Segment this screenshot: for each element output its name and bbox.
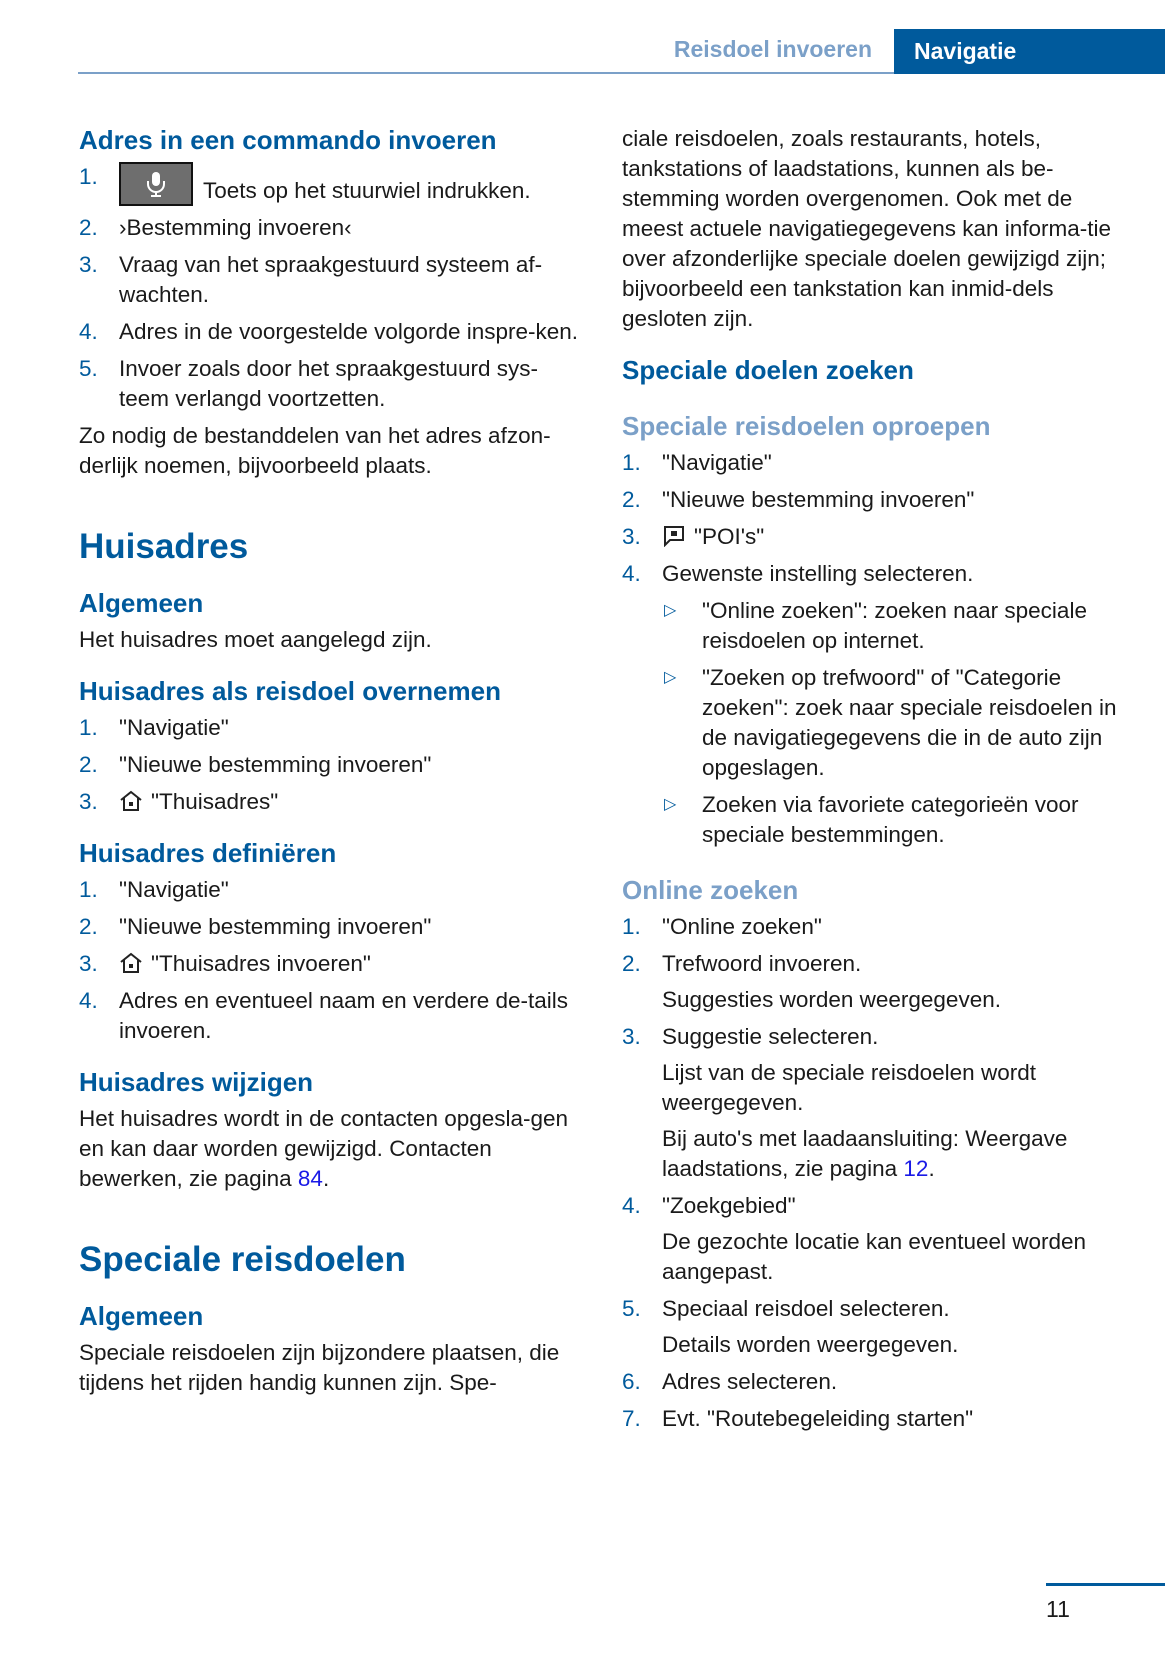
list-item [79,750,579,780]
step-number: 1. [622,450,641,475]
step-number: 4. [79,988,98,1013]
list-item [79,250,579,310]
subsection-heading: Huisadres als reisdoel overnemen [79,676,501,706]
text: Het huisadres moet aangelegd zijn. [79,627,432,652]
list-item [79,713,579,743]
step-number: 4. [622,561,641,586]
subsection-heading: Huisadres definiëren [79,838,337,868]
step-text: "POI's" [694,524,765,549]
triangle-bullet-icon: ▷ [664,796,677,813]
list-item [622,1191,1122,1287]
bullet-text: Zoeken via favoriete categorieën voor speciale bestemmingen. [702,792,1079,847]
step-text: "Online zoeken" [662,914,822,939]
step-number: 5. [622,1296,641,1321]
paragraph [79,625,579,655]
list-item [79,875,579,905]
list-item [622,1367,1122,1397]
step-number: 3. [79,252,98,277]
numbered-list [79,713,579,817]
step-text: Evt. "Routebegeleiding starten" [662,1406,974,1431]
text: . [928,1156,935,1181]
list-item [622,912,1122,942]
step-text: "Navigatie" [119,877,229,902]
step-number: 1. [79,164,98,189]
step-text: Gewenste instelling selecteren. [662,561,974,586]
step-text: Invoer zoals door het spraakgestuurd sys-teem verlangd voortzetten. [119,356,538,411]
subsection-heading: Algemeen [79,588,204,618]
left-column [79,124,579,1405]
step-note [662,1227,1122,1287]
subsection-heading: Speciale doelen zoeken [622,355,914,385]
list-item [622,949,1122,1015]
paragraph [79,1338,579,1398]
step-number: 7. [622,1406,641,1431]
step-text: Suggestie selecteren. [662,1024,879,1049]
step-number: 2. [622,951,641,976]
list-item [79,986,579,1046]
text: ciale reisdoelen, zoals restaurants, hotels, tankstations of laadstations, kunnen als be-stemming worden overgenomen. Ook met de meest actuele navigatiegegevens kan informa-tie over afzonderlijke speciale doelen gewijzigd zijn; bijvoorbeeld een tankstation kan inmid-dels gesloten zijn. [622,126,1112,331]
list-item [622,1022,1122,1184]
step-text: "Zoekgebied" [662,1193,796,1218]
right-column [622,124,1122,1441]
step-text: "Nieuwe bestemming invoeren" [119,752,432,777]
bullet-item [622,663,1122,783]
step-number: 2. [79,752,98,777]
header-section-title: Reisdoel invoeren [673,36,872,62]
numbered-list [79,875,579,1046]
list-item [622,559,1122,589]
step-text: Adres selecteren. [662,1369,838,1394]
page-number-divider [1046,1583,1165,1586]
text: . [322,1166,330,1191]
subsection-heading: Huisadres wijzigen [79,1067,314,1097]
text: Het huisadres wordt in de contacten opgesla-gen en kan daar worden gewijzigd. Contacten bewerken, zie pagina [79,1106,569,1191]
paragraph [622,124,1122,334]
list-item [622,522,1122,552]
text: Lijst van de speciale reisdoelen wordt weergegeven. [662,1060,1036,1115]
list-item [622,1404,1122,1434]
step-text: Toets op het stuurwiel indrukken. [203,178,531,203]
step-number: 4. [79,319,98,344]
step-number: 3. [79,789,98,814]
list-item [622,485,1122,515]
step-text: Adres in de voorgestelde volgorde inspre-ken. [119,319,579,344]
list-item [79,787,579,817]
subsection-heading: Adres in een commando invoeren [79,125,497,155]
header-chapter-tab: Navigatie [894,29,1165,74]
step-number: 6. [622,1369,641,1394]
step-text: "Navigatie" [662,450,772,475]
step-number: 2. [79,914,98,939]
page-link[interactable]: 12 [903,1156,929,1181]
bullet-text: "Zoeken op trefwoord" of "Categorie zoeken": zoek naar speciale reisdoelen in de navigatiegegevens die in de auto zijn opgeslagen. [702,665,1117,780]
step-text: "Thuisadres invoeren" [151,951,371,976]
paragraph [79,1104,579,1194]
step-number: 2. [622,487,641,512]
step-note [662,1124,1122,1184]
step-number: 1. [79,715,98,740]
step-number: 5. [79,356,98,381]
list-item [79,162,579,206]
page-link[interactable]: 84 [297,1166,323,1191]
step-text: "Thuisadres" [151,789,279,814]
text: Bij auto's met laadaansluiting: Weergave laadstations, zie pagina [662,1126,1068,1181]
step-note [662,985,1122,1015]
list-item [79,354,579,414]
text: Suggesties worden weergegeven. [662,987,1001,1012]
step-text: "Navigatie" [119,715,229,740]
subsection-heading: Speciale reisdoelen oproepen [622,411,991,441]
subsection-heading: Online zoeken [622,875,799,905]
text: Zo nodig de bestanddelen van het adres afzon-derlijk noemen, bijvoorbeeld plaats. [79,423,551,478]
step-number: 3. [622,524,641,549]
home-icon [119,790,143,812]
paragraph [79,421,579,481]
step-number: 3. [79,951,98,976]
text: Details worden weergegeven. [662,1332,959,1357]
list-item [79,949,579,979]
step-text: Adres en eventueel naam en verdere de-tails invoeren. [119,988,569,1043]
step-number: 3. [622,1024,641,1049]
header-divider [78,72,894,74]
home-icon [119,952,143,974]
bullet-item [622,790,1122,850]
numbered-list [79,162,579,414]
poi-icon [662,525,686,547]
step-text: "Nieuwe bestemming invoeren" [119,914,432,939]
step-text: ›Bestemming invoeren‹ [119,215,352,240]
step-text: Speciaal reisdoel selecteren. [662,1296,950,1321]
subsection-heading: Algemeen [79,1301,204,1331]
triangle-bullet-icon: ▷ [664,602,677,619]
list-item [622,1294,1122,1360]
page-number: 11 [1046,1596,1070,1622]
section-title: Huisadres [79,527,249,566]
list-item [79,912,579,942]
step-number: 1. [79,877,98,902]
step-number: 4. [622,1193,641,1218]
bullet-text: "Online zoeken": zoeken naar speciale reisdoelen op internet. [702,598,1087,653]
bullet-item [622,596,1122,656]
list-item [622,448,1122,478]
step-text: "Nieuwe bestemming invoeren" [662,487,975,512]
step-number: 1. [622,914,641,939]
step-text: Vraag van het spraakgestuurd systeem af-wachten. [119,252,543,307]
numbered-list [622,448,1122,589]
text: De gezochte locatie kan eventueel worden aangepast. [662,1229,1087,1284]
step-number: 2. [79,215,98,240]
list-item [79,213,579,243]
numbered-list [622,912,1122,1434]
step-note [662,1058,1122,1118]
section-title: Speciale reisdoelen [79,1240,406,1279]
list-item [79,317,579,347]
step-note [662,1330,1122,1360]
microphone-button-icon [119,162,193,206]
text: Speciale reisdoelen zijn bijzondere plaatsen, die tijdens het rijden handig kunnen zijn. Spe- [79,1340,560,1395]
triangle-bullet-icon: ▷ [664,669,677,686]
step-text: Trefwoord invoeren. [662,951,862,976]
